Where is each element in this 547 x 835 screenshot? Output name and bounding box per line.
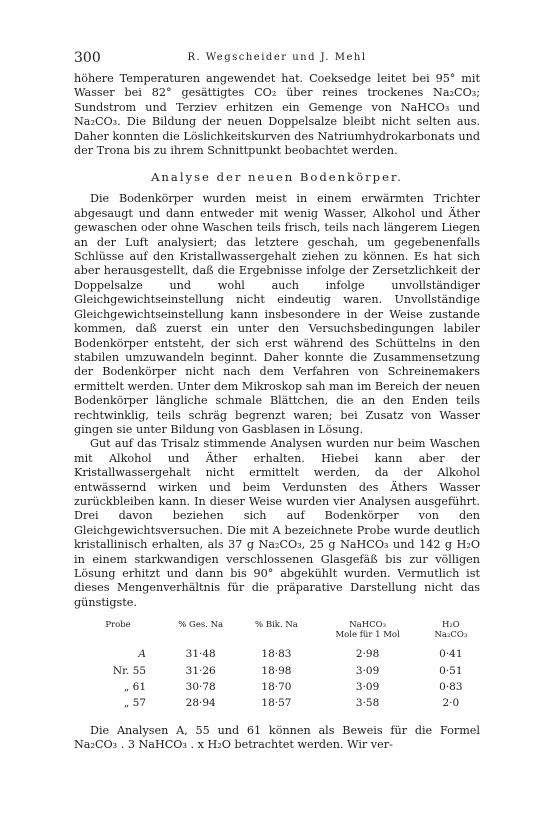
analysis-table [74, 620, 480, 712]
cell-h2o: 2·0 [442, 697, 460, 710]
cell-ges-na: 31·48 [185, 648, 216, 661]
closing-paragraph: Die Analysen A, 55 und 61 können als Beweis für die Formel Na₂CO₃ . 3 NaHCO₃ . x H₂O betrachtet werden. Wir ver- [74, 723, 480, 752]
table-row [74, 646, 480, 662]
cell-ges-na: 31·26 [185, 664, 216, 677]
cell-nahco3: 3·58 [355, 697, 380, 710]
running-title: R. Wegscheider und J. Mehl [187, 52, 367, 63]
document-page [74, 50, 480, 753]
paragraph-trisalz: Gut auf das Trisalz stimmende Analysen wurden nur beim Waschen mit Alkohol und Äther erhalten. Hiebei kann aber der Kristallwassergehalt nicht ermittelt werden, da der Alkohol entwässernd wirken und beim Verdunsten des Äthers Wasser zurückbleiben kann. In dieser Weise wurden vier Analysen ausgeführt. Drei davon beziehen sich auf Bodenkörper von den Gleichgewichtsversuchen. Die mit A bezeichnete Probe wurde deutlich kristallinisch erhalten, als 37 g Na₂CO₃, 25 g NaHCO₃ und 142 g H₂O in einem starkwandigen verschlossenen Glasgefäß bis zur völligen Lösung erhitzt und dann bis 90° abgekühlt wurden. Vermutlich ist dieses Mengenverhältnis für die präparative Darstellung nicht das günstigste. [74, 437, 480, 609]
paragraph-bodenkoerper: Die Bodenkörper wurden meist in einem erwärmten Trichter abgesaugt und dann entweder mit wenig Wasser, Alkohol und Äther gewaschen oder ohne Waschen teils frisch, teils nach längerem Liegen an der Luft analysiert; das letztere geschah, um gegebenenfalls Schlüsse auf den Kristallwassergehalt ziehen zu können. Es hat sich aber herausgestellt, daß die Ergebnisse infolge der Zersetzlichkeit der Doppelsalze und wohl auch infolge unvollständiger Gleichgewichtseinstellung nicht eindeutig waren. Unvollständige Gleichgewichtseinstellung kann insbesondere in der Weise zustande kommen, daß zuerst ein unter den Versuchsbedingungen labiler Bodenkörper entsteht, der sich erst während des Schüttelns in den stabilen umzuwandeln beginnt. Daher konnte die Zusammensetzung der Bodenkörper nicht nach dem Verfahren von Schreinemakers ermittelt werden. Unter dem Mikroskop sah man im Bereich der neuen Bodenkörper längliche schmale Blättchen, die an den Enden teils rechtwinklig, teils schräg begrenzt waren; bei Zusatz von Wasser gingen sie unter Bildung von Gasblasen in Lösung. [74, 192, 480, 436]
cell-nahco3: 3·09 [355, 664, 380, 677]
page-header [74, 50, 480, 68]
cell-ges-na: 30·78 [185, 681, 216, 694]
cell-bik-na: 18·83 [261, 648, 292, 661]
cell-bik-na: 18·57 [261, 697, 292, 710]
col-header-probe: Probe [105, 620, 131, 631]
cell-probe: A [138, 648, 146, 661]
cell-h2o: 0·41 [439, 648, 463, 661]
cell-nahco3: 2·98 [355, 648, 380, 661]
cell-bik-na: 18·70 [261, 681, 292, 694]
intro-paragraph: höhere Temperaturen angewendet hat. Coeksedge leitet bei 95° mit Wasser bei 82° gesättigtes CO₂ über reines trockenes Na₂CO₃; Sundstrom und Terziev erhitzen ein Gemenge von NaHCO₃ und Na₂CO₃. Die Bildung der neuen Doppelsalze bleibt nicht selten aus. Daher konnten die Löslichkeitskurven des Natriumhydrokarbonats und der Trona bis zu ihrem Schnittpunkt beobachtet werden. [74, 72, 480, 158]
cell-probe: „ 57 [123, 697, 146, 710]
table-row [74, 679, 480, 695]
col-header-h2o: H₂O Na₂CO₃ [434, 620, 468, 641]
col-header-bik-na: % Bik. Na [255, 620, 298, 631]
cell-probe: „ 61 [123, 681, 146, 694]
section-heading: Analyse der neuen Bodenkörper. [151, 170, 403, 185]
table-row [74, 663, 480, 679]
cell-h2o: 0·51 [439, 664, 463, 677]
cell-ges-na: 28·94 [185, 697, 216, 710]
cell-probe: Nr. 55 [112, 664, 146, 677]
table-header-row [74, 620, 480, 646]
col-header-nahco3: NaHCO₃ Mole für 1 Mol [335, 620, 400, 641]
table-row [74, 695, 480, 711]
cell-nahco3: 3·09 [355, 681, 380, 694]
cell-bik-na: 18·98 [261, 664, 292, 677]
col-header-ges-na: % Ges. Na [178, 620, 224, 631]
cell-h2o: 0·83 [439, 681, 463, 694]
page-number: 300 [74, 50, 101, 66]
